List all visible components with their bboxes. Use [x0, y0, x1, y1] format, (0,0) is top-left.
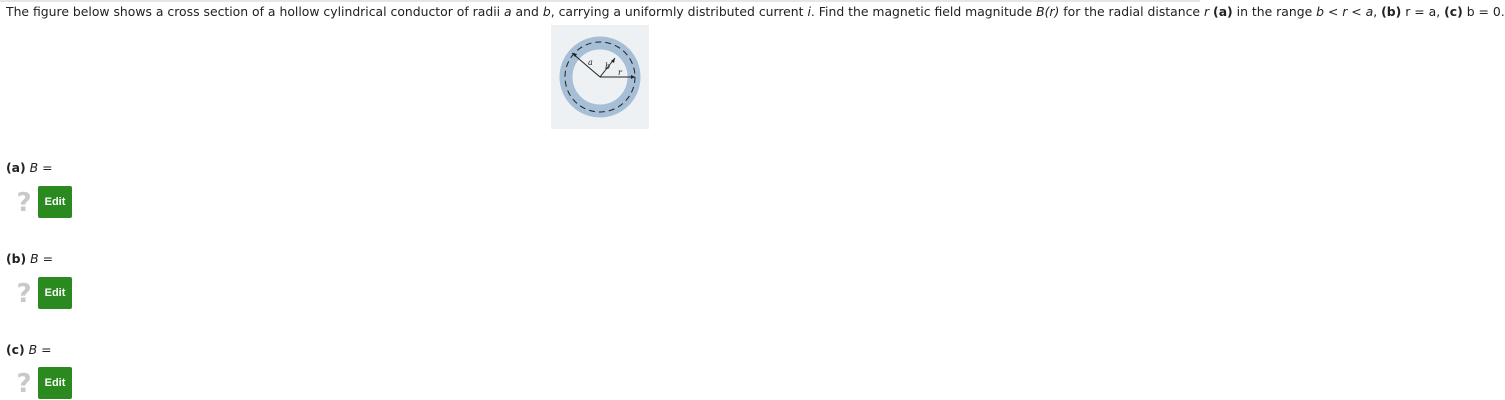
question-mark-icon: ? [16, 188, 32, 218]
edit-button-c[interactable]: Edit [38, 367, 72, 399]
cross-section-figure [551, 25, 649, 129]
part-b-answer [6, 277, 76, 309]
hollow-conductor-diagram [551, 25, 649, 129]
question-text: The figure below shows a cross section of a hollow cylindrical conductor of radii a and b, carrying a uniformly distributed current i. Find the magnetic field magnitude B(r) for the radial distance r (a) in the range b < r < a, (b) r = a, (c) b = 0. [6, 4, 1505, 19]
question-mark-icon: ? [16, 279, 32, 309]
radius-a-line [572, 53, 600, 77]
part-c-answer [6, 367, 76, 399]
part-a-answer [6, 186, 76, 218]
edit-button-a[interactable]: Edit [38, 186, 72, 218]
label-a: a [588, 58, 593, 67]
part-c-label: (c) B = [6, 342, 52, 357]
part-a-label: (a) B = [6, 160, 53, 175]
edit-button-b[interactable]: Edit [38, 277, 72, 309]
question-mark-icon: ? [16, 369, 32, 399]
label-r: r [618, 68, 622, 77]
top-divider [0, 0, 1200, 2]
label-b: b [605, 62, 611, 71]
part-b-label: (b) B = [6, 251, 53, 266]
